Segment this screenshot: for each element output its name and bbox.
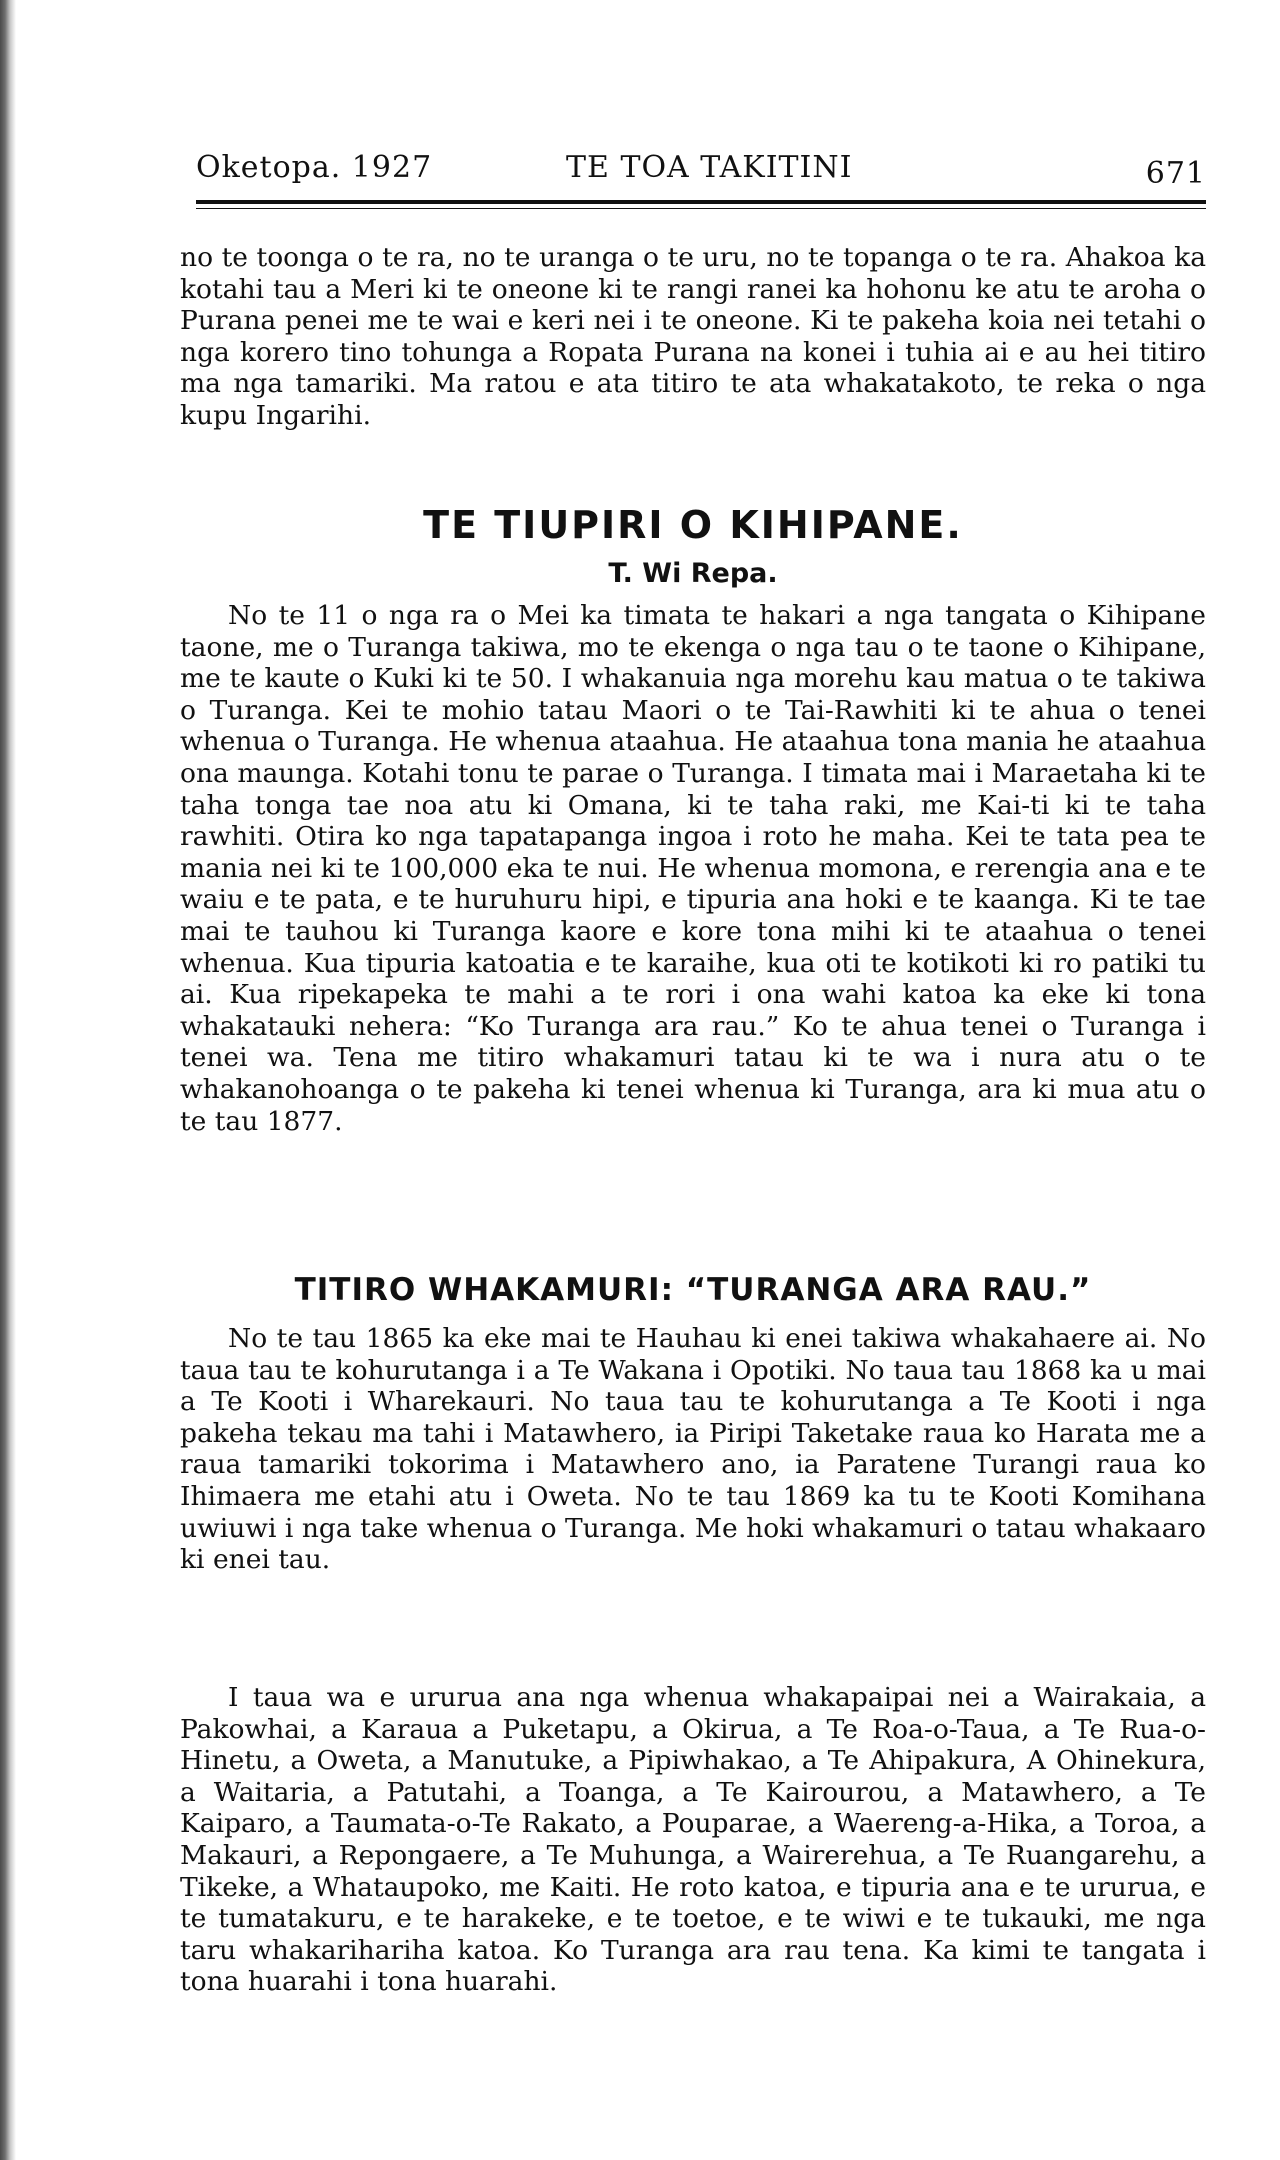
scan-edge-shadow bbox=[0, 0, 16, 2160]
intro-paragraph: no te toonga o te ra, no te uranga o te uru, no te topanga o te ra. Ahakoa ka kotahi tau a Meri ki te oneone ki te rangi ranei ka hohonu ke atu te aroha o Purana penei me te wai e keri nei i te oneone. Ki te pakeha koia nei tetahi o nga korero tino tohunga a Ropata Purana na konei i tuhia ai e au hei titiro ma nga tamariki. Ma ratou e ata titiro te ata whakatakoto, te reka o nga kupu Ingarihi. bbox=[180, 242, 1206, 431]
header-rule-thick bbox=[196, 200, 1206, 204]
section-title: TITIRO WHAKAMURI: “TURANGA ARA RAU.” bbox=[294, 1272, 1092, 1308]
header-rule-thin bbox=[196, 208, 1206, 209]
section-paragraph-2: I taua wa e ururua ana nga whenua whakapaipai nei a Wairakaia, a Pakowhai, a Karaua a Puketapu, a Okirua, a Te Roa-o-Taua, a Te Rua-o-Hinetu, a Oweta, a Manutuke, a Pipiwhakao, a Te Ahipakura, A Ohinekura, a Waitaria, a Patutahi, a Toanga, a Te Kairourou, a Matawhero, a Te Kaiparo, a Taumata-o-Te Rakato, a Pouparae, a Waereng-a-Hika, a Toroa, a Makauri, a Repongaere, a Te Muhunga, a Wairerehua, a Te Ruangarehu, a Tikeke, a Whataupoko, me Kaiti. He roto katoa, e tipuria ana e te ururua, e te tumatakuru, e te harakeke, e te toetoe, e te wiwi e te tukauki, me nga taru whakarihariha katoa. Ko Turanga ara rau tena. Ka kimi te tangata i tona huarahi i tona huarahi. bbox=[180, 1682, 1206, 1998]
running-header bbox=[196, 150, 1206, 200]
article-paragraph-1: No te 11 o nga ra o Mei ka timata te hakari a nga tangata o Kihipane taone, me o Turanga takiwa, mo te ekenga o nga tau o te taone o Kihipane, me te kaute o Kuki ki te 50. I whakanuia nga morehu kau matua o te takiwa o Turanga. Kei te mohio tatau Maori o te Tai-Rawhiti ki te ahua o tenei whenua o Turanga. He whenua ataahua. He ataahua tona mania he ataahua ona maunga. Kotahi tonu te parae o Turanga. I timata mai i Maraetaha ki te taha tonga tae noa atu ki Omana, ki te taha raki, me Kai-ti ki te taha rawhiti. Otira ko nga tapatapanga ingoa i roto he maha. Kei te tata pea te mania nei ki te 100,000 eka te nui. He whenua momona, e rerengia ana e te waiu e te pata, e te huruhuru hipi, e tipuria ana hoki e te kaanga. Ki te tae mai te tauhou ki Turanga kaore e kore tona mihi ki te ataahua o tenei whenua. Kua tipuria katoatia e te karaihe, kua oti te kotikoti ki ro patiki tu ai. Kua ripekapeka te mahi a te rori i ona wahi katoa ka eke ki tona whakatauki nehera: “Ko Turanga ara rau.” Ko te ahua tenei o Turanga i tenei wa. Tena me titiro whakamuri tatau ki te wa i nura atu o te whakanohoanga o te pakeha ki tenei whenua ki Turanga, ara ki mua atu o te tau 1877. bbox=[180, 600, 1206, 1137]
article-title: TE TIUPIRI O KIHIPANE. bbox=[423, 503, 963, 547]
header-page-number: 671 bbox=[1145, 156, 1206, 191]
header-date: Oketopa. 1927 bbox=[196, 150, 433, 185]
section-paragraph-1: No te tau 1865 ka eke mai te Hauhau ki enei takiwa whakahaere ai. No taua tau te kohurutanga i a Te Wakana i Opotiki. No taua tau 1868 ka u mai a Te Kooti i Wharekauri. No taua tau te kohurutanga a Te Kooti i nga pakeha tekau ma tahi i Matawhero, ia Piripi Taketake raua ko Harata me a raua tamariki tokorima i Matawhero ano, ia Paratene Turangi raua ko Ihimaera me etahi atu i Oweta. No te tau 1869 ka tu te Kooti Komihana uwiuwi i nga take whenua o Turanga. Me hoki whakamuri o tatau whakaaro ki enei tau. bbox=[180, 1323, 1206, 1576]
header-journal-title: TE TOA TAKITINI bbox=[566, 150, 853, 185]
article-author: T. Wi Repa. bbox=[608, 558, 778, 589]
